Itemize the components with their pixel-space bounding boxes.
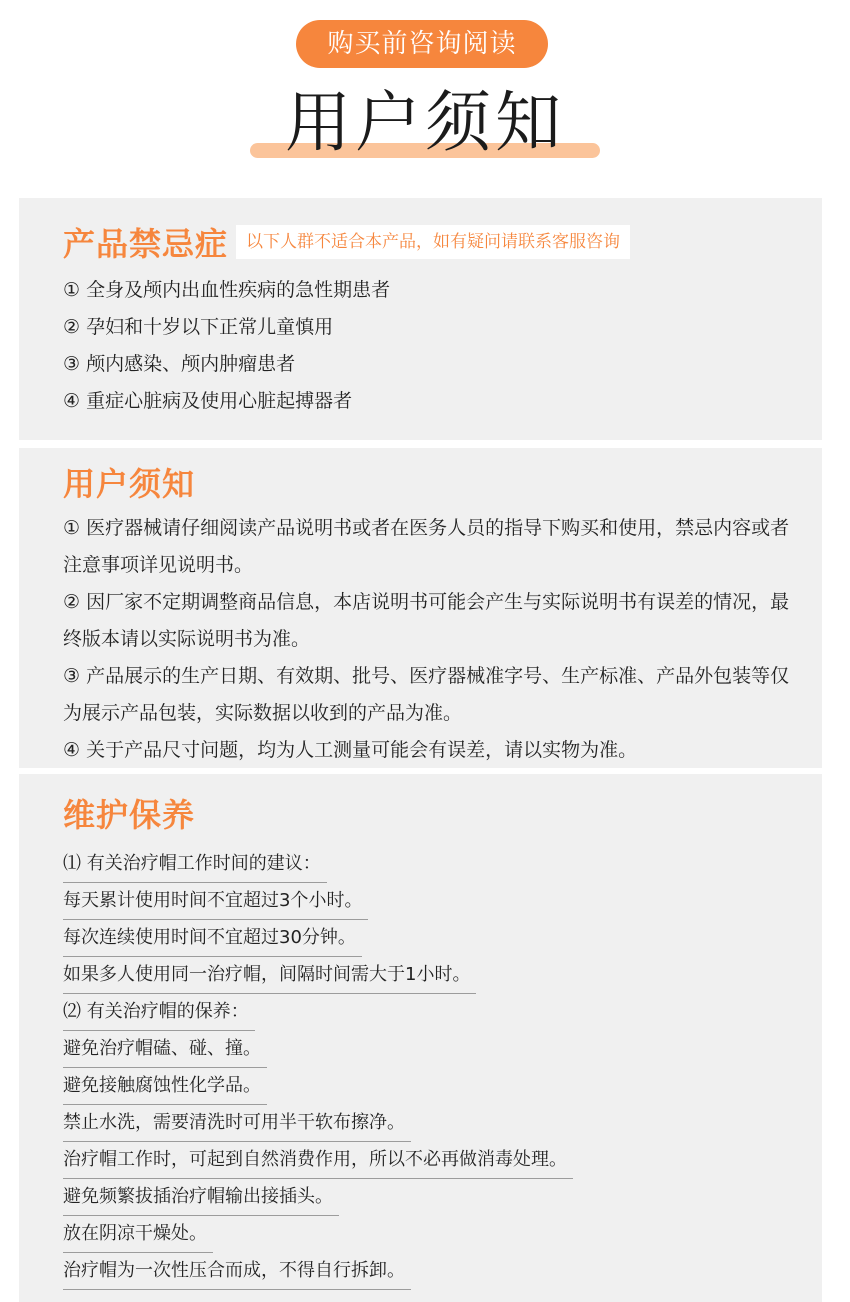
list-item: ④ 重症心脏病及使用心脏起搏器者: [63, 390, 353, 412]
page-title: 用户须知: [285, 84, 565, 161]
list-item: 如果多人使用同一治疗帽，间隔时间需大于1小时。: [63, 957, 476, 994]
contraindications-title: 产品禁忌症: [63, 225, 229, 263]
user-notice-section: [19, 448, 822, 768]
list-item: 禁止水洗，需要清洗时可用半干软布擦净。: [63, 1105, 411, 1142]
list-item: ② 因厂家不定期调整商品信息，本店说明书可能会产生与实际说明书有误差的情况，最终版本请以实际说明书为准。: [63, 591, 790, 650]
maintenance-section: [19, 774, 822, 1302]
list-item: 治疗帽工作时，可起到自然消费作用，所以不必再做消毒处理。: [63, 1142, 573, 1179]
list-item: ② 孕妇和十岁以下正常儿童慎用: [63, 316, 334, 338]
consult-before-purchase-badge: 购买前咨询阅读: [296, 20, 548, 68]
maintenance-list: [63, 846, 822, 1290]
list-item: 放在阴凉干燥处。: [63, 1216, 213, 1253]
hero-heading: [250, 80, 600, 170]
list-item: ① 医疗器械请仔细阅读产品说明书或者在医务人员的指导下购买和使用，禁忌内容或者注意事项详见说明书。: [63, 517, 790, 576]
user-notice-title: 用户须知: [63, 465, 196, 503]
maintenance-title: 维护保养: [63, 796, 196, 834]
list-item: 每次连续使用时间不宜超过30分钟。: [63, 920, 362, 957]
user-notice-list: [63, 510, 822, 769]
list-item: ⑴ 有关治疗帽工作时间的建议：: [63, 846, 327, 883]
list-item: 每天累计使用时间不宜超过3个小时。: [63, 883, 368, 920]
list-item: ⑵ 有关治疗帽的保养：: [63, 994, 255, 1031]
list-item: ③ 产品展示的生产日期、有效期、批号、医疗器械准字号、生产标准、产品外包装等仅为展示产品包装，实际数据以收到的产品为准。: [63, 665, 790, 724]
contraindications-list: [63, 272, 822, 420]
list-item: 避免治疗帽磕、碰、撞。: [63, 1031, 267, 1068]
list-item: ④ 关于产品尺寸问题，均为人工测量可能会有误差，请以实物为准。: [63, 739, 638, 761]
list-item: ③ 颅内感染、颅内肿瘤患者: [63, 353, 296, 375]
contraindications-note: 以下人群不适合本产品，如有疑问请联系客服咨询: [236, 225, 630, 259]
list-item: 避免频繁拔插治疗帽输出接插头。: [63, 1179, 339, 1216]
contraindications-section: [19, 198, 822, 440]
list-item: 避免接触腐蚀性化学品。: [63, 1068, 267, 1105]
list-item: 治疗帽为一次性压合而成，不得自行拆卸。: [63, 1253, 411, 1290]
list-item: ① 全身及颅内出血性疾病的急性期患者: [63, 279, 391, 301]
